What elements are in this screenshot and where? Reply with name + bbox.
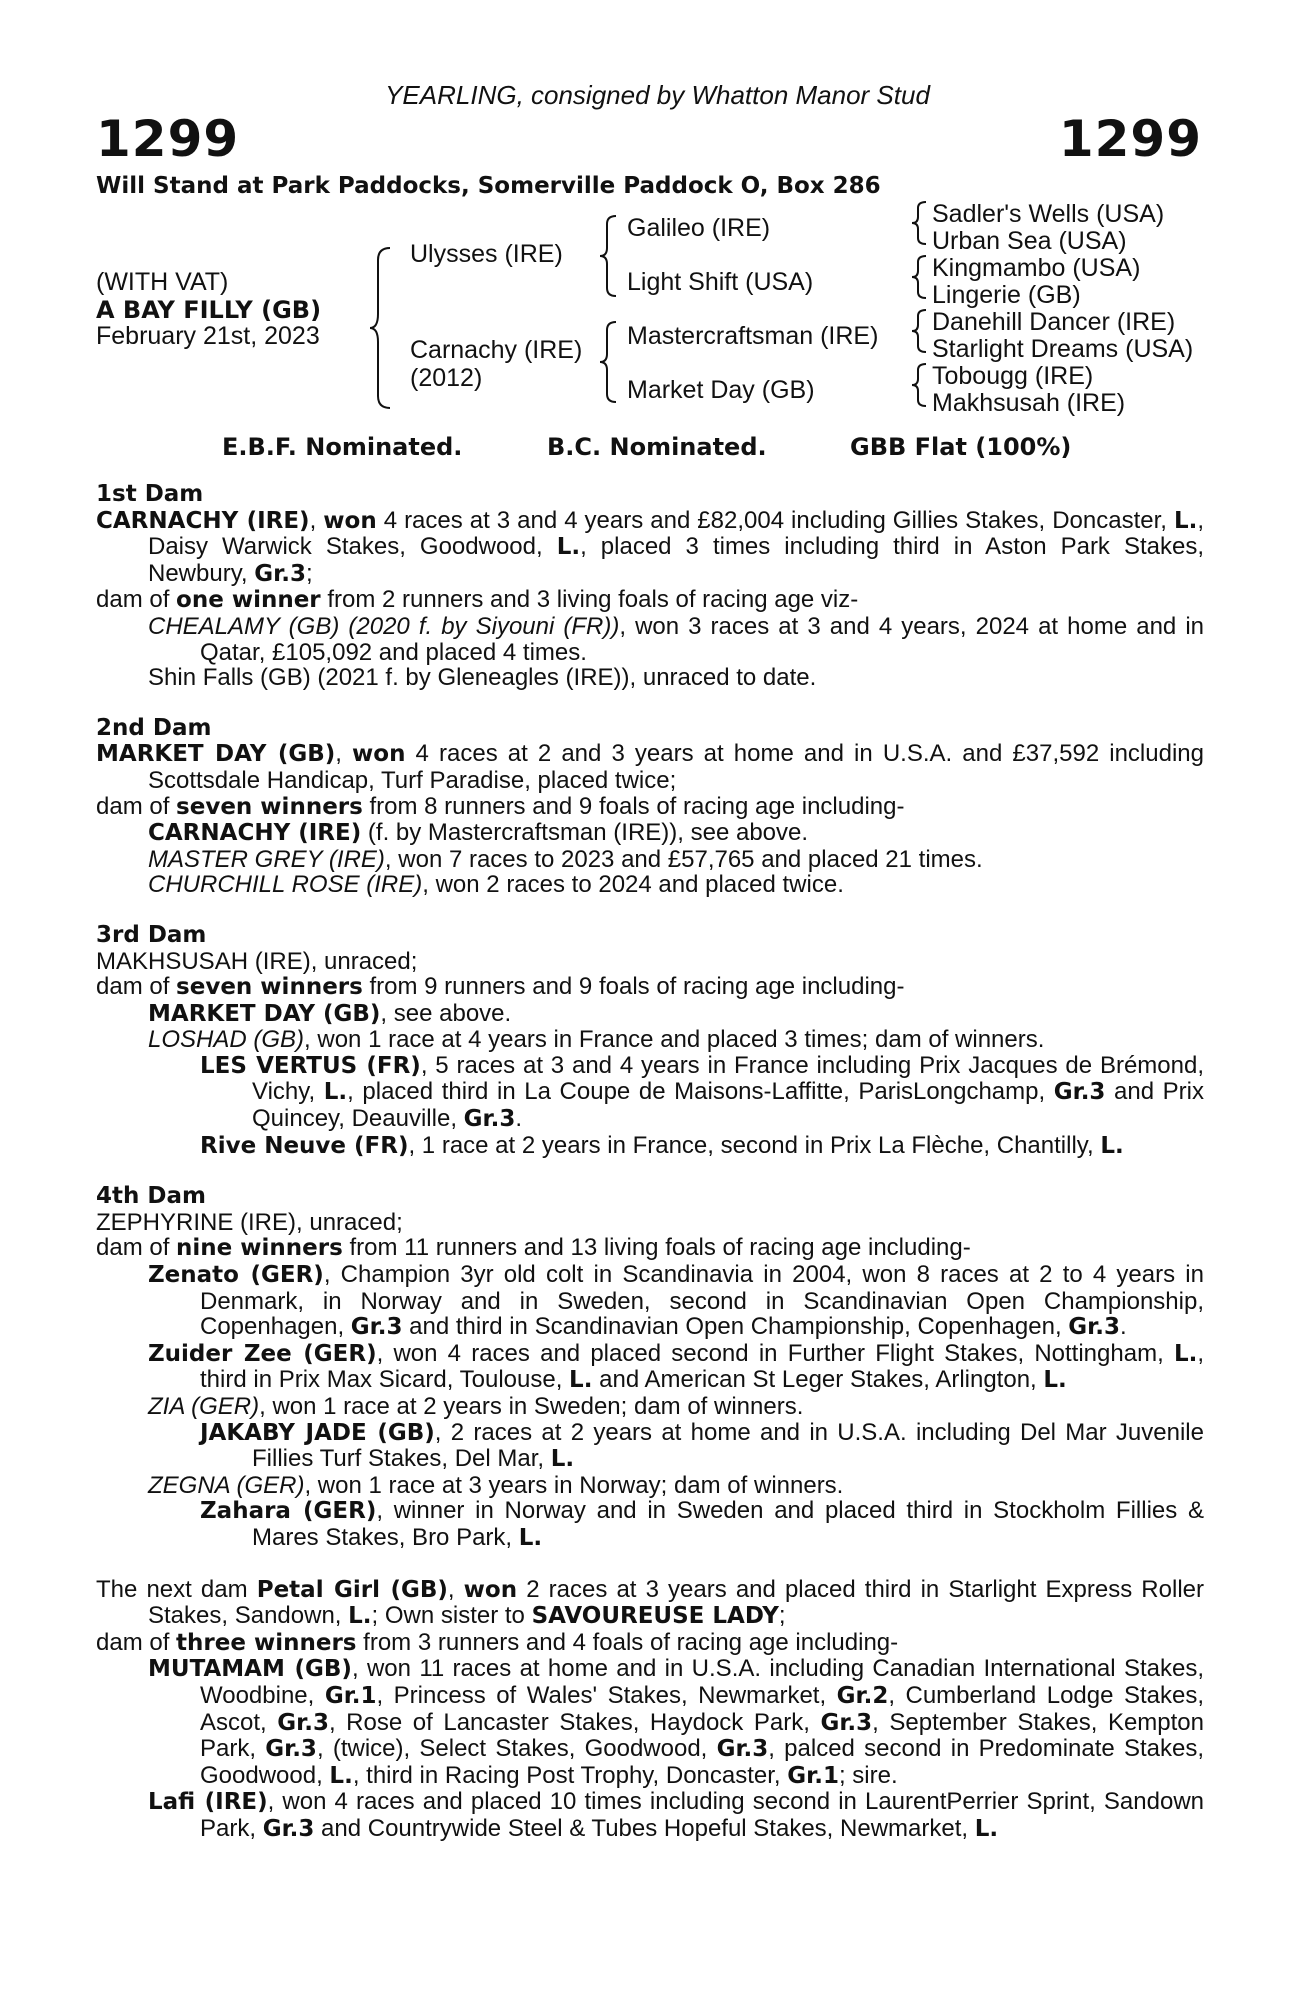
- text: and Prix Quincey, Deauville,: [252, 1078, 1204, 1133]
- ebf-nomination: E.B.F. Nominated.: [222, 433, 463, 461]
- third-dam-title: 3rd Dam: [96, 921, 207, 948]
- produce-item: [96, 872, 1204, 898]
- sire-dam: Light Shift (USA): [627, 268, 814, 296]
- ssd: Urban Sea (USA): [932, 227, 1127, 255]
- text: , Cumberland Lodge Stakes, Ascot,: [200, 1681, 1205, 1736]
- sire-brace: [598, 214, 618, 298]
- first-dam-produce: [96, 587, 1204, 614]
- foal-name: Lafi (IRE): [148, 1789, 268, 1816]
- listed-mark: L.: [518, 1524, 543, 1551]
- produce-item: [96, 1341, 1204, 1394]
- group-mark: Gr.3: [820, 1709, 873, 1736]
- second-dam-title: 2nd Dam: [96, 714, 212, 741]
- sds: Kingmambo (USA): [932, 254, 1141, 282]
- group-mark: Gr.1: [324, 1682, 377, 1709]
- next-dam-produce: [96, 1630, 1204, 1657]
- listed-mark: L.: [569, 1367, 593, 1394]
- group-mark: Gr.3: [350, 1314, 403, 1341]
- text: dam of: [96, 586, 177, 614]
- group-mark: Gr.3: [262, 1815, 315, 1842]
- text: , won 1 race at 2 years in Sweden; dam of winners.: [259, 1393, 804, 1420]
- text: ; sire.: [838, 1761, 898, 1789]
- second-dam-record: MARKET DAY (GB), won 4 races at 2 and 3 years at home and in U.S.A. and £37,592 including Scottsdale Handicap, Turf Paradise, placed twice;: [96, 740, 1204, 794]
- group-mark: Gr.3: [265, 1736, 317, 1763]
- listed-mark: L.: [1173, 507, 1198, 534]
- foal-name: MASTER GREY (IRE): [148, 845, 385, 873]
- bc-nomination: B.C. Nominated.: [547, 433, 767, 461]
- fourth-dam-title: 4th Dam: [96, 1183, 206, 1210]
- foal-name: MARKET DAY (GB): [148, 1000, 381, 1027]
- text: , won 1 race at 4 years in France and placed 3 times; dam of winners.: [304, 1026, 1045, 1054]
- group-mark: Gr.2: [836, 1682, 889, 1709]
- text: and Countrywide Steel & Tubes Hopeful Stakes, Newmarket,: [314, 1814, 975, 1842]
- text: , Rose of Lancaster Stakes, Haydock Park,: [328, 1708, 821, 1736]
- listed-mark: L.: [348, 1603, 372, 1630]
- foal-name: MUTAMAM (GB): [148, 1656, 352, 1683]
- next-dam-record: The next dam Petal Girl (GB), won 2 races at 3 years and placed third in Starlight Express Roller Stakes, Sandown, L.; Own sister to SAVOUREUSE LADY;: [96, 1575, 1204, 1630]
- produce-item: [96, 1053, 1204, 1133]
- dam-name: CARNACHY (IRE): [96, 507, 310, 534]
- pedigree-brace: [368, 246, 392, 410]
- dam-sire: Mastercraftsman (IRE): [627, 322, 879, 350]
- foal-name: Rive Neuve (FR): [200, 1132, 409, 1159]
- text: , won 1 race at 3 years in Norway; dam of winners.: [304, 1471, 844, 1499]
- lot-number-right: 1299: [1058, 110, 1202, 168]
- brace-ss: [910, 200, 928, 246]
- text: .: [1119, 1313, 1127, 1341]
- dss: Danehill Dancer (IRE): [932, 308, 1176, 336]
- text: from 3 runners and 4 foals of racing age including-: [356, 1628, 899, 1656]
- dds: Tobougg (IRE): [932, 362, 1094, 390]
- text: ;: [305, 559, 313, 587]
- text: from 2 runners and 3 living foals of racing age viz-: [320, 586, 859, 614]
- brace-sd: [910, 254, 928, 300]
- group-mark: Gr.3: [716, 1736, 769, 1763]
- listed-mark: L.: [550, 1446, 575, 1473]
- text: , placed third in La Coupe de Maisons-Laffitte, ParisLongchamp,: [347, 1078, 1054, 1106]
- group-mark: Gr.3: [254, 560, 306, 587]
- text: 2 races at 3 years and placed third in Starlight Express Roller Stakes, Sandown,: [148, 1575, 1204, 1630]
- text: , won 7 races to 2023 and £57,765 and placed 21 times.: [384, 845, 983, 873]
- foal-name: CHEALAMY (GB): [148, 612, 340, 640]
- text: (f. by Mastercraftsman (IRE)), see above.: [361, 819, 809, 847]
- text: , palced second in Predominate Stakes, Goodwood,: [200, 1735, 1205, 1789]
- won-label: won: [463, 1576, 518, 1603]
- text: dam of: [96, 1628, 177, 1656]
- text: from 8 runners and 9 foals of racing age including-: [362, 792, 905, 820]
- text: , 1 race at 2 years in France, second in Prix La Flèche, Chantilly,: [408, 1131, 1101, 1159]
- text: ;: [778, 1602, 786, 1630]
- third-dam-produce: [96, 974, 1204, 1001]
- text: .: [515, 1105, 523, 1133]
- text: , 2 races at 2 years at home and in U.S.A. including Del Mar Juvenile Fillies Turf Stakes, Del Mar,: [252, 1418, 1204, 1473]
- text: , Champion 3yr old colt in Scandinavia in 2004, won 8 races at 2 to 4 years in Denmark, in Norway and in Sweden, second in Scandinavian Open Championship, Copenhagen,: [200, 1261, 1204, 1341]
- text: and American St Leger Stakes, Arlington,: [592, 1366, 1044, 1394]
- group-mark: Gr.1: [787, 1762, 839, 1789]
- foal-name: Zahara (GER): [200, 1498, 377, 1525]
- foal-name: CARNACHY (IRE): [148, 820, 362, 847]
- foal-name: LOSHAD (GB): [148, 1026, 305, 1054]
- produce-item: [96, 1789, 1204, 1842]
- produce-item: [96, 1262, 1204, 1341]
- sire-sire: Galileo (IRE): [627, 214, 771, 242]
- produce-item: [96, 1473, 1204, 1499]
- text: , (twice), Select Stakes, Goodwood,: [316, 1735, 717, 1763]
- produce-item: [96, 614, 1204, 665]
- listed-mark: L.: [323, 1079, 348, 1106]
- text: , third in Racing Post Trophy, Doncaster,: [352, 1761, 788, 1789]
- produce-item: [96, 1420, 1204, 1473]
- produce-item: [96, 820, 1204, 847]
- dam-name: MARKET DAY (GB): [96, 741, 336, 768]
- won-label: won: [352, 741, 406, 768]
- dsd: Starlight Dreams (USA): [932, 335, 1194, 363]
- text: dam of: [96, 792, 177, 820]
- fourth-dam-produce: [96, 1235, 1204, 1262]
- winners-count: nine winners: [176, 1235, 343, 1262]
- produce-item: [96, 1027, 1204, 1053]
- text: , winner in Norway and in Sweden and placed third in Stockholm Fillies & Mares Stakes, Bro Park,: [252, 1497, 1204, 1551]
- catalogue-body: [96, 482, 1204, 1843]
- foal-name: LES VERTUS (FR): [200, 1052, 421, 1079]
- stand-location: Will Stand at Park Paddocks, Somerville Paddock O, Box 286: [96, 173, 881, 199]
- first-dam-record: CARNACHY (IRE), won 4 races at 3 and 4 years and £82,004 including Gillies Stakes, Doncaster, L., Daisy Warwick Stakes, Goodwood, L., placed 3 times including third in Aston Park Stakes, Newbury, Gr.3;: [96, 506, 1205, 587]
- text: , Daisy Warwick Stakes, Goodwood,: [148, 506, 1205, 561]
- horse-name: A BAY FILLY (GB): [96, 296, 322, 324]
- horse-dob: February 21st, 2023: [96, 322, 320, 350]
- text: ; Own sister to: [371, 1602, 532, 1630]
- winners-count: one winner: [176, 587, 321, 614]
- text: 4 races at 2 and 3 years at home and in U.S.A. and £37,592 including Scottsdale Handicap, Turf Paradise, placed twice;: [148, 740, 1204, 794]
- listed-mark: L.: [1043, 1367, 1067, 1394]
- text: , September Stakes, Kempton Park,: [200, 1708, 1205, 1763]
- group-mark: Gr.3: [277, 1709, 329, 1736]
- text: , see above.: [380, 999, 512, 1027]
- winners-count: seven winners: [176, 793, 363, 820]
- text: 4 races at 3 and 4 years and £82,004 including Gillies Stakes, Doncaster,: [376, 506, 1174, 534]
- text: and third in Scandinavian Open Championship, Copenhagen,: [402, 1313, 1069, 1341]
- ddd: Makhsusah (IRE): [932, 389, 1126, 417]
- sss: Sadler's Wells (USA): [932, 200, 1165, 228]
- listed-mark: L.: [329, 1762, 353, 1789]
- produce-item: [96, 665, 1204, 691]
- sdd: Lingerie (GB): [932, 281, 1081, 309]
- group-mark: Gr.3: [463, 1106, 516, 1133]
- produce-item: [96, 1394, 1204, 1420]
- dam: Carnachy (IRE): [410, 336, 583, 364]
- foal-breeding: (2020 f. by Siyouni (FR)): [339, 612, 620, 640]
- dam-year: (2012): [410, 364, 483, 392]
- foal-name: ZEGNA (GER): [148, 1471, 305, 1499]
- sire: Ulysses (IRE): [410, 240, 563, 268]
- consignment-line: YEARLING, consigned by Whatton Manor Stud: [385, 80, 930, 110]
- won-label: won: [323, 507, 377, 534]
- foal-name: Zuider Zee (GER): [148, 1340, 377, 1367]
- dam-brace: [598, 320, 618, 404]
- sister-name: SAVOUREUSE LADY: [531, 1603, 779, 1630]
- listed-mark: L.: [1173, 1340, 1198, 1367]
- brace-ds: [910, 308, 928, 354]
- text: from 11 runners and 13 living foals of racing age including-: [342, 1234, 971, 1262]
- text: , won 2 races to 2024 and placed twice.: [422, 871, 844, 899]
- text: , third in Prix Max Sicard, Toulouse,: [200, 1339, 1205, 1394]
- produce-item: [96, 1001, 1204, 1028]
- second-dam-produce: [96, 794, 1204, 821]
- winners-count: three winners: [176, 1629, 357, 1656]
- produce-item: [96, 1133, 1204, 1160]
- vat-label: (WITH VAT): [96, 268, 229, 296]
- text: , won 3 races at 3 and 4 years, 2024 at home and in Qatar, £105,092 and placed 4 times.: [200, 612, 1205, 666]
- produce-item: [96, 1498, 1204, 1551]
- foal-name: CHURCHILL ROSE (IRE): [148, 871, 423, 899]
- produce-item: [96, 1656, 1204, 1789]
- winners-count: seven winners: [176, 974, 363, 1001]
- text: dam of: [96, 1234, 177, 1262]
- text: Shin Falls (GB) (2021 f. by Gleneagles (IRE)), unraced to date.: [148, 664, 817, 692]
- group-mark: Gr.3: [1053, 1079, 1106, 1106]
- group-mark: Gr.3: [1068, 1314, 1120, 1341]
- listed-mark: L.: [974, 1815, 999, 1842]
- gbb-flat: GBB Flat (100%): [850, 433, 1072, 461]
- first-dam-title: 1st Dam: [96, 481, 204, 507]
- text: dam of: [96, 973, 177, 1001]
- foal-name: JAKABY JADE (GB): [200, 1419, 435, 1446]
- third-dam-record: MAKHSUSAH (IRE), unraced;: [96, 947, 418, 975]
- foal-name: ZIA (GER): [148, 1393, 260, 1420]
- text: , placed 3 times including third in Aston Park Stakes, Newbury,: [148, 533, 1205, 587]
- text: , won 4 races and placed 10 times including second in LaurentPerrier Sprint, Sandown Park,: [200, 1788, 1204, 1842]
- text: , Princess of Wales' Stakes, Newmarket,: [376, 1681, 837, 1709]
- listed-mark: L.: [556, 534, 581, 561]
- dam-dam: Market Day (GB): [627, 376, 815, 404]
- text: , won 4 races and placed second in Further Flight Stakes, Nottingham,: [376, 1339, 1174, 1367]
- brace-dd: [910, 362, 928, 408]
- lot-number-left: 1299: [96, 110, 240, 168]
- foal-name: Zenato (GER): [148, 1262, 324, 1289]
- dam-name: Petal Girl (GB): [256, 1576, 448, 1603]
- text: , won 11 races at home and in U.S.A. including Canadian International Stakes, Woodbine,: [200, 1655, 1204, 1709]
- listed-mark: L.: [1100, 1132, 1124, 1159]
- text: from 9 runners and 9 foals of racing age including-: [362, 973, 905, 1001]
- text: , 5 races at 3 and 4 years in France including Prix Jacques de Brémond, Vichy,: [252, 1051, 1204, 1106]
- fourth-dam-record: ZEPHYRINE (IRE), unraced;: [96, 1208, 403, 1236]
- text: The next dam: [96, 1575, 257, 1603]
- produce-item: [96, 847, 1204, 873]
